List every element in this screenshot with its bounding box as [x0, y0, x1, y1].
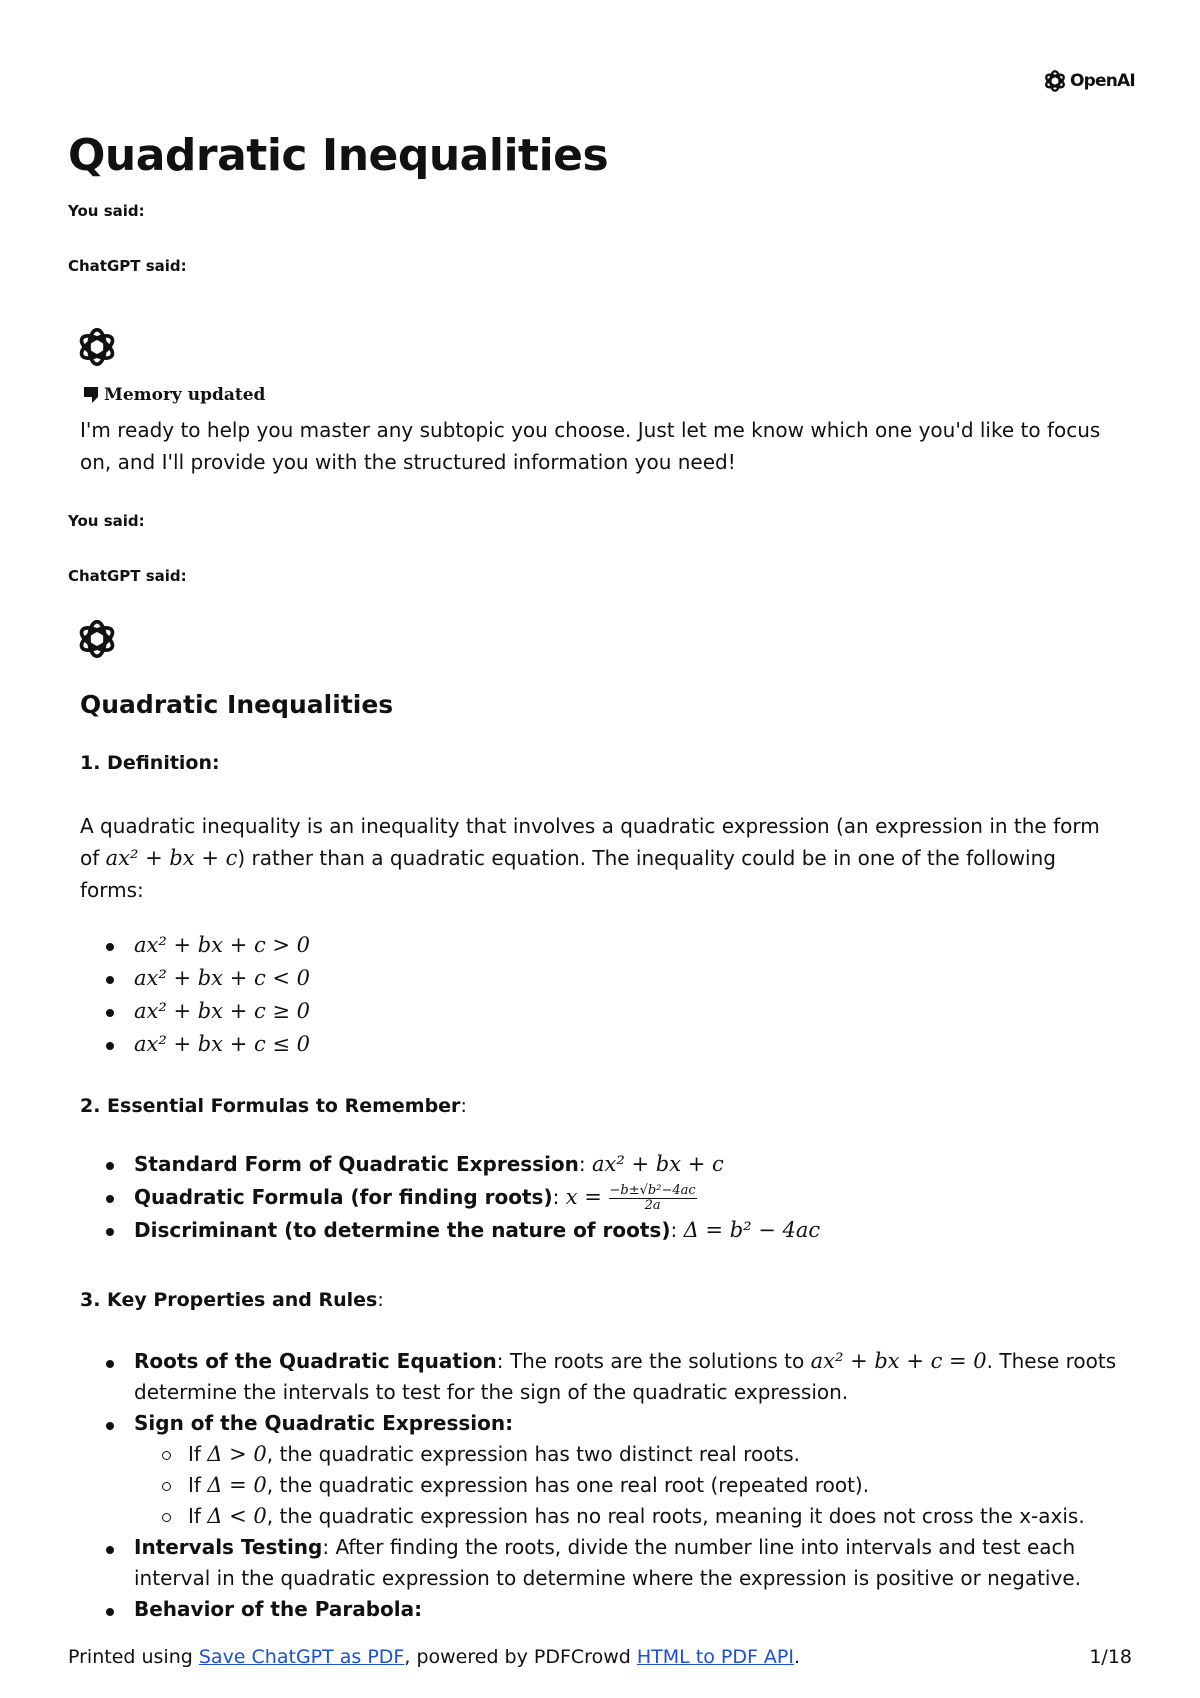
math-expression: Δ = b² − 4ac: [683, 1218, 821, 1242]
properties-heading-text: 3. Key Properties and Rules: [80, 1289, 378, 1311]
math-expression: ax² + bx + c = 0: [810, 1349, 987, 1373]
list-item: [104, 1346, 1124, 1408]
assistant-label: ChatGPT said:: [68, 257, 187, 275]
property-text: : The roots are the solutions to: [496, 1349, 811, 1373]
sign-sublist: [158, 1439, 1148, 1532]
list-item: ax² + bx + c ≥ 0: [104, 995, 310, 1028]
fraction: [609, 1184, 697, 1213]
property-label: Behavior of the Parabola: [134, 1597, 415, 1621]
html-to-pdf-api-link[interactable]: HTML to PDF API: [636, 1646, 794, 1668]
property-label: Sign of the Quadratic Expression: [134, 1411, 506, 1435]
sub-text: , the quadratic expression has one real root (repeated root).: [266, 1473, 870, 1497]
formula-label: Discriminant (to determine the nature of roots): [134, 1218, 671, 1242]
formulas-heading: [80, 1095, 467, 1117]
definition-text: [80, 810, 1120, 906]
list-item: ax² + bx + c ≤ 0: [104, 1028, 310, 1061]
list-item: ax² + bx + c > 0: [104, 929, 310, 962]
formula-label: Standard Form of Quadratic Expression: [134, 1152, 579, 1176]
user-label: You said:: [68, 202, 145, 220]
assistant-label: ChatGPT said:: [68, 567, 187, 585]
list-item: [104, 1532, 1124, 1594]
chatgpt-logo-icon: [74, 616, 120, 662]
formulas-heading-text: 2. Essential Formulas to Remember: [80, 1095, 461, 1117]
math-expression: Δ > 0: [207, 1442, 267, 1466]
fraction-numerator: −b±√b²−4ac: [609, 1183, 696, 1198]
footer-text: .: [793, 1646, 801, 1668]
math-expression: ax² + bx + c: [105, 846, 238, 870]
definition-text-a: A quadratic inequality is an inequality that involves a quadratic expression (an expression in the form of: [80, 814, 1100, 870]
user-label: You said:: [68, 512, 145, 530]
footer-text: , powered by PDFCrowd: [404, 1646, 637, 1668]
memory-text: Memory updated: [104, 385, 266, 405]
list-item: [104, 1408, 1124, 1532]
separator: :: [578, 1152, 593, 1176]
sub-text: If: [188, 1504, 208, 1528]
properties-heading: [80, 1289, 384, 1311]
fraction-denominator: 2a: [644, 1198, 661, 1213]
list-item: ax² + bx + c < 0: [104, 962, 310, 995]
save-chatgpt-pdf-link[interactable]: Save ChatGPT as PDF: [198, 1646, 405, 1668]
chatgpt-avatar: [74, 616, 120, 666]
memory-icon: [82, 386, 102, 404]
print-footer: [68, 1646, 1132, 1668]
sublist-item: [158, 1501, 1148, 1532]
formulas-list: [104, 1148, 1124, 1247]
label-colon: :: [414, 1597, 423, 1621]
property-label: Intervals Testing: [134, 1535, 323, 1559]
inequality-forms-list: [104, 929, 310, 1061]
property-text: . These roots determine the intervals to test for the sign of the quadratic expression.: [134, 1349, 1117, 1404]
section-title: Quadratic Inequalities: [80, 690, 394, 719]
memory-updated-note: [82, 385, 265, 405]
property-text: : After finding the roots, divide the number line into intervals and test each interval in the quadratic expression to determine where the expression is positive or negative.: [134, 1535, 1081, 1590]
sublist-item: [158, 1439, 1148, 1470]
label-colon: :: [505, 1411, 514, 1435]
formula-label: Quadratic Formula (for finding roots): [134, 1185, 553, 1209]
sub-text: If: [188, 1473, 208, 1497]
list-item: [104, 1148, 1124, 1181]
chatgpt-logo-icon: [74, 324, 120, 370]
list-item: [104, 1214, 1124, 1247]
math-expression: Δ < 0: [207, 1504, 267, 1528]
page-title: Quadratic Inequalities: [68, 130, 609, 181]
logo-text: OpenAI: [1070, 71, 1135, 91]
separator: :: [552, 1185, 566, 1209]
footer-credit: [68, 1646, 800, 1668]
separator: :: [670, 1218, 684, 1242]
openai-logo: [1042, 68, 1135, 94]
sub-text: If: [188, 1442, 208, 1466]
heading-colon: :: [460, 1095, 467, 1117]
page-number: 1/18: [1089, 1646, 1132, 1668]
list-item: [104, 1181, 1124, 1214]
properties-list: [104, 1346, 1124, 1625]
sublist-item: [158, 1470, 1148, 1501]
sub-text: , the quadratic expression has two distinct real roots.: [266, 1442, 801, 1466]
footer-text: Printed using: [68, 1646, 199, 1668]
math-expression: x =: [565, 1185, 609, 1209]
math-expression: ax² + bx + c: [592, 1152, 724, 1176]
property-label: Roots of the Quadratic Equation: [134, 1349, 497, 1373]
openai-logo-icon: [1042, 68, 1068, 94]
heading-colon: :: [377, 1289, 384, 1311]
definition-heading: 1. Definition:: [80, 752, 220, 774]
chatgpt-avatar: [74, 324, 120, 374]
assistant-reply-1: I'm ready to help you master any subtopic you choose. Just let me know which one you'd like to focus on, and I'll provide you with the structured information you need!: [80, 418, 1101, 474]
definition-text-b: ) rather than a quadratic equation. The inequality could be in one of the following forms:: [80, 846, 1056, 902]
list-item: [104, 1594, 1124, 1625]
sub-text: , the quadratic expression has no real roots, meaning it does not cross the x-axis.: [266, 1504, 1085, 1528]
math-expression: Δ = 0: [207, 1473, 267, 1497]
